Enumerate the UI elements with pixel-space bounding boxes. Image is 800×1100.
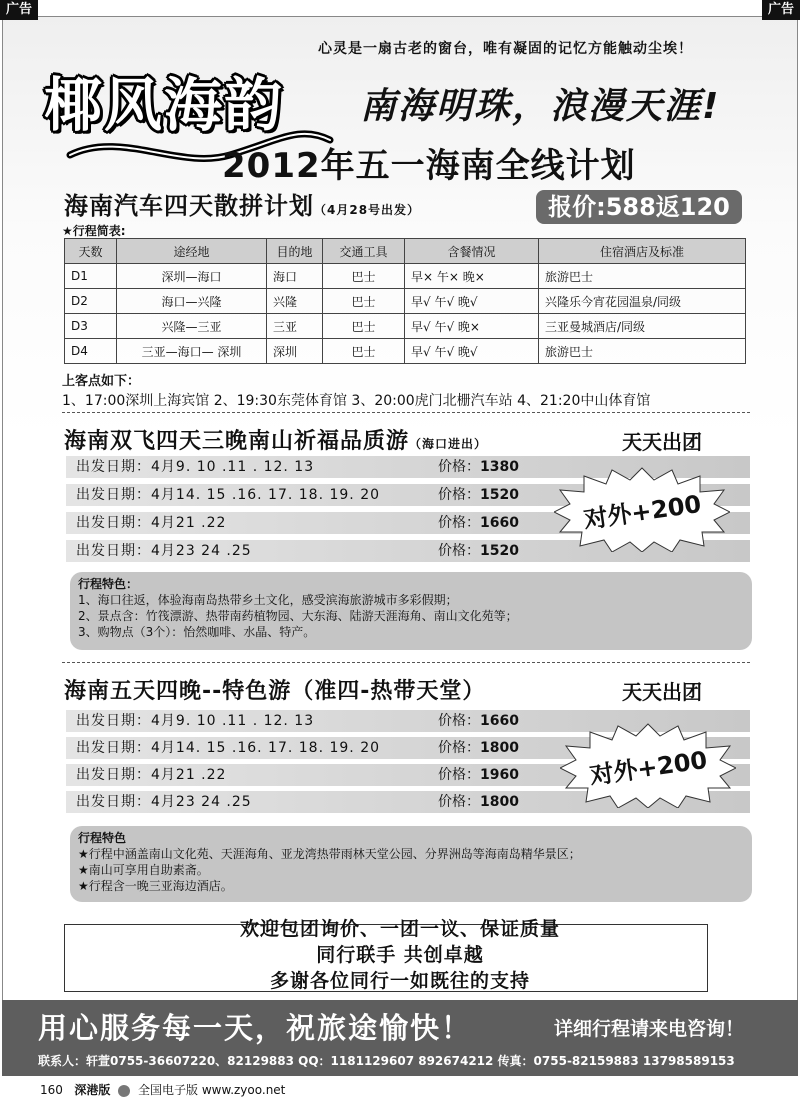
- section1-title: [64, 186, 420, 221]
- date-label: 出发日期：: [76, 740, 151, 756]
- cell-route: 兴隆—三亚: [117, 314, 267, 339]
- departure-dates: [76, 710, 314, 732]
- cell-transport: 巴士: [323, 289, 405, 314]
- table-header-row: [65, 239, 746, 264]
- price-label: 价格：: [438, 713, 480, 729]
- feature-item: 3、购物点（3个）：怡然咖啡、水晶、特产。: [78, 625, 316, 639]
- departure-dates: [76, 540, 252, 562]
- departure-dates: [76, 484, 380, 506]
- price-value: 1800: [480, 740, 519, 756]
- date-label: 出发日期：: [76, 487, 151, 503]
- price-label: 价格：: [438, 515, 480, 531]
- col-header: 交通工具: [323, 239, 405, 264]
- date-value: 4月14. 15 .16. 17. 18. 19. 20: [151, 740, 381, 756]
- cell-transport: 巴士: [323, 264, 405, 289]
- price-value: 1520: [480, 543, 519, 559]
- divider: [62, 412, 750, 413]
- cell-meals: 早√ 午√ 晚√: [405, 289, 539, 314]
- section2-daily: 天天出团: [622, 430, 702, 454]
- table-row: [65, 339, 746, 364]
- section2-note: （海口进出）: [409, 437, 488, 451]
- feature-item: ★行程含一晚三亚海边酒店。: [78, 879, 233, 893]
- divider: [62, 662, 750, 663]
- welcome-line: 同行联手 共创卓越: [316, 944, 484, 966]
- cell-meals: 早√ 午√ 晚×: [405, 314, 539, 339]
- date-value: 4月21 .22: [151, 515, 227, 531]
- section2-title-text: 海南双飞四天三晚南山祈福品质游: [64, 429, 410, 454]
- welcome-line: 多谢各位同行一如既往的支持: [269, 970, 530, 992]
- cell-day: D1: [65, 264, 117, 289]
- departure-price: [438, 737, 519, 759]
- section1-price-badge: 报价:588返120: [536, 190, 742, 224]
- ad-tag-right: 广告: [762, 0, 800, 20]
- cell-hotel: 旅游巴士: [539, 339, 746, 364]
- price-label: 价格：: [438, 794, 480, 810]
- date-label: 出发日期：: [76, 459, 151, 475]
- cell-day: D2: [65, 289, 117, 314]
- date-value: 4月23 24 .25: [151, 794, 252, 810]
- cell-dest: 海口: [267, 264, 323, 289]
- feature-item: ★南山可享用自助素斋。: [78, 863, 209, 877]
- cell-meals: 早× 午× 晚×: [405, 264, 539, 289]
- departure-price: [438, 710, 519, 732]
- pickup-points: 1、17:00深圳上海宾馆 2、19:30东莞体育馆 3、20:00虎门北栅汽车站 4、21:20中山体育馆: [62, 393, 651, 409]
- cell-dest: 三亚: [267, 314, 323, 339]
- date-value: 4月9. 10 .11 . 12. 13: [151, 459, 315, 475]
- features-title: 行程特色: [78, 831, 127, 845]
- page-number: 160: [40, 1083, 63, 1097]
- date-value: 4月23 24 .25: [151, 543, 252, 559]
- col-header: 目的地: [267, 239, 323, 264]
- price-value: 1960: [480, 767, 519, 783]
- departure-dates: [76, 456, 314, 478]
- date-label: 出发日期：: [76, 543, 151, 559]
- price-value: 1380: [480, 459, 519, 475]
- cell-meals: 早√ 午√ 晚√: [405, 339, 539, 364]
- section3-features: [70, 826, 752, 902]
- cell-route: 三亚—海口— 深圳: [117, 339, 267, 364]
- section1-note: （4月28号出发）: [314, 203, 421, 217]
- col-header: 天数: [65, 239, 117, 264]
- date-label: 出发日期：: [76, 515, 151, 531]
- section3-daily: 天天出团: [622, 680, 702, 704]
- departure-price: [438, 791, 519, 813]
- section3-title: 海南五天四晚--特色游（准四-热带天堂）: [64, 679, 486, 704]
- departure-dates: [76, 764, 226, 786]
- departure-dates: [76, 737, 380, 759]
- date-label: 出发日期：: [76, 794, 151, 810]
- price-label: 价格：: [438, 487, 480, 503]
- col-header: 住宿酒店及标准: [539, 239, 746, 264]
- main-title: 2012年五一海南全线计划: [222, 146, 636, 186]
- departure-dates: [76, 512, 226, 534]
- price-label: 价格：: [438, 543, 480, 559]
- section1-title-text: 海南汽车四天散拼计划: [64, 192, 314, 220]
- header-tagline: 南海明珠，浪漫天涯!: [360, 86, 721, 127]
- footer-slogan: 用心服务每一天，祝旅途愉快！: [38, 1011, 473, 1045]
- cell-route: 深圳—海口: [117, 264, 267, 289]
- features-title: 行程特色：: [78, 577, 139, 591]
- departure-price: [438, 512, 519, 534]
- table-row: [65, 264, 746, 289]
- page-footer: [40, 1081, 285, 1098]
- welcome-line: 欢迎包团询价、一团一议、保证质量: [239, 918, 560, 940]
- cell-transport: 巴士: [323, 339, 405, 364]
- section2-title: [64, 424, 487, 455]
- pickup-label: 上客点如下：: [62, 374, 141, 389]
- itinerary-table: [64, 238, 746, 364]
- publisher-seal-icon: [118, 1085, 130, 1097]
- table-row: [65, 289, 746, 314]
- price-label: 价格：: [438, 459, 480, 475]
- date-value: 4月14. 15 .16. 17. 18. 19. 20: [151, 487, 381, 503]
- cell-hotel: 旅游巴士: [539, 264, 746, 289]
- feature-item: ★行程中涵盖南山文化苑、天涯海角、亚龙湾热带雨林天堂公园、分界洲岛等海南岛精华景区；: [78, 847, 581, 861]
- section2-features: [70, 572, 752, 650]
- departure-price: [438, 456, 519, 478]
- col-header: 途经地: [117, 239, 267, 264]
- feature-item: 2、景点含：竹筏漂游、热带南药植物园、大东海、陆游天涯海角、南山文化苑等；: [78, 609, 518, 623]
- cell-hotel: 三亚曼城酒店/同级: [539, 314, 746, 339]
- cell-transport: 巴士: [323, 314, 405, 339]
- col-header: 含餐情况: [405, 239, 539, 264]
- price-value: 1520: [480, 487, 519, 503]
- footer-band: [2, 1000, 798, 1076]
- header-slogan: 心灵是一扇古老的窗台，唯有凝固的记忆方能触动尘埃！: [318, 41, 693, 57]
- date-label: 出发日期：: [76, 767, 151, 783]
- feature-item: 1、海口往返，体验海南岛热带乡土文化，感受滨海旅游城市多彩假期；: [78, 593, 458, 607]
- cell-dest: 深圳: [267, 339, 323, 364]
- cell-dest: 兴隆: [267, 289, 323, 314]
- table-row: [65, 314, 746, 339]
- price-value: 1800: [480, 794, 519, 810]
- brand-logo: 椰风海韵: [44, 71, 285, 139]
- price-value: 1660: [480, 713, 519, 729]
- price-label: 价格：: [438, 767, 480, 783]
- departure-price: [438, 540, 519, 562]
- cell-hotel: 兴隆乐今宵花园温泉/同级: [539, 289, 746, 314]
- date-label: 出发日期：: [76, 713, 151, 729]
- departure-price: [438, 484, 519, 506]
- date-value: 4月9. 10 .11 . 12. 13: [151, 713, 315, 729]
- price-value: 1660: [480, 515, 519, 531]
- price-label: 价格：: [438, 740, 480, 756]
- departure-dates: [76, 791, 252, 813]
- footer-call: 详细行程请来电咨询！: [554, 1018, 745, 1040]
- cell-day: D3: [65, 314, 117, 339]
- markup-burst-text: 对外+200: [587, 745, 709, 790]
- date-value: 4月21 .22: [151, 767, 227, 783]
- site-label: 全国电子版 www.zyoo.net: [138, 1083, 286, 1097]
- cell-day: D4: [65, 339, 117, 364]
- ad-tag-left: 广告: [0, 0, 38, 20]
- markup-burst-text: 对外+200: [581, 489, 703, 534]
- edition-label: 深港版: [74, 1083, 111, 1097]
- departure-price: [438, 764, 519, 786]
- brief-label: ★行程简表:: [62, 224, 126, 238]
- cell-route: 海口—兴隆: [117, 289, 267, 314]
- footer-contact: 联系人：轩萱0755-36607220、82129883 QQ：1181129607 892674212 传真：0755-82159883 13798589153: [38, 1054, 735, 1068]
